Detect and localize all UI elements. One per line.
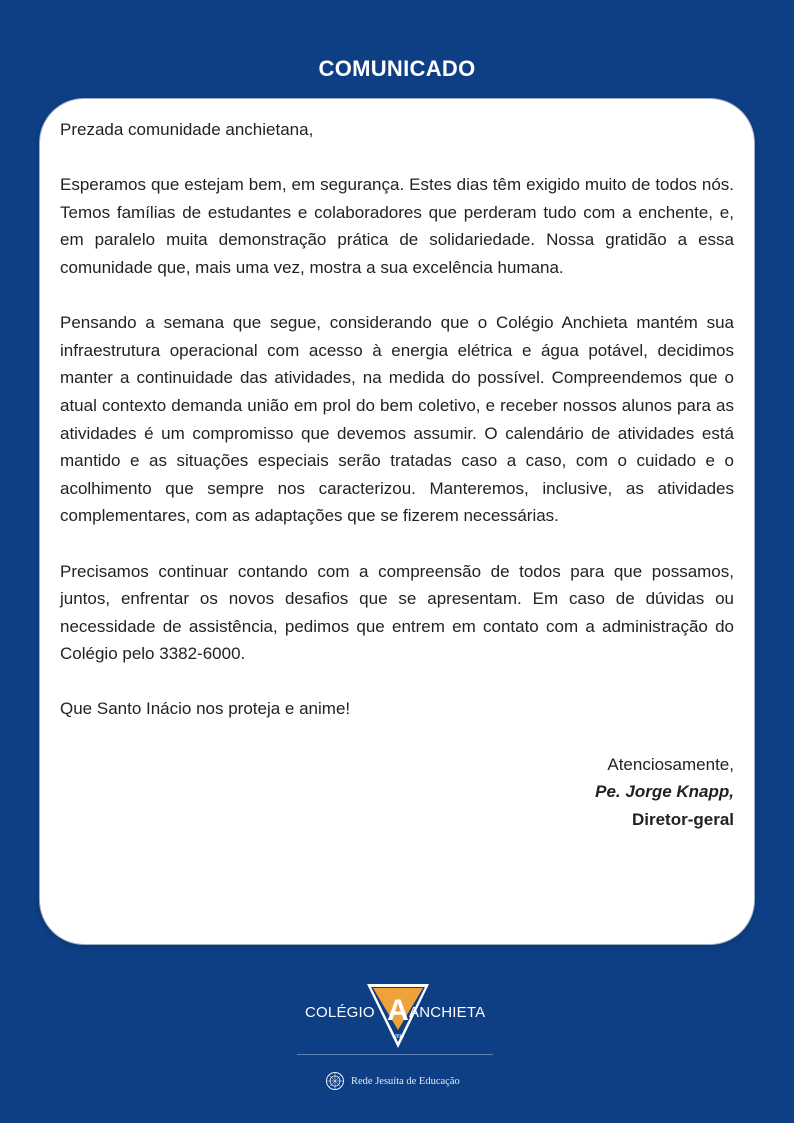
signature-block — [60, 751, 734, 834]
jesuit-seal-icon — [325, 1071, 345, 1091]
logo-text-anchieta: ANCHIETA — [409, 1004, 486, 1021]
network-label: Rede Jesuíta de Educação — [351, 1075, 460, 1087]
logo-letter: A — [387, 994, 409, 1027]
closing: Atenciosamente, — [607, 754, 734, 774]
logo-text-colegio: COLÉGIO — [305, 1004, 375, 1021]
letter-body — [60, 116, 734, 833]
svg-text:1890: 1890 — [392, 1034, 404, 1040]
letter-card — [40, 99, 754, 944]
letter-paragraph-3: Precisamos continuar contando com a compreensão de todos para que possamos, juntos, enfrentar os novos desafios que se apresentam. Em caso de dúvidas ou necessidade de assistência, pedimos que entrem em contato com a administração do Colégio pelo 3382-6000. — [60, 561, 734, 664]
letter-paragraph-2: Pensando a semana que segue, considerando que o Colégio Anchieta mantém sua infraestrutura operacional com acesso à energia elétrica e água potável, decidimos manter a continuidade das atividades, na medida do possível. Compreendemos que o atual contexto demanda união em prol do bem coletivo, e receber nossos alunos para as atividades é um compromisso que devemos assumir. O calendário de atividades está mantido e as situações especiais serão tratadas caso a caso, com o cuidado e o acolhimento que sempre nos caracterizou. Manteremos, inclusive, as atividades complementares, com as adaptações que se fizerem necessárias. — [60, 313, 734, 526]
network-mark — [325, 1070, 460, 1092]
page-title: COMUNICADO — [318, 56, 476, 81]
letter-greeting: Prezada comunidade anchietana, — [60, 120, 314, 139]
signer-name: Pe. Jorge Knapp, — [595, 782, 734, 802]
letter-paragraph-1: Esperamos que estejam bem, em segurança. Estes dias têm exigido muito de todos nós. Temos famílias de estudantes e colaboradores que perderam tudo com a enchente, e, em paralelo muita demonstração prática de solidariedade. Nossa gratidão a essa comunidade que, mais uma vez, mostra a sua excelência humana. — [60, 175, 734, 277]
colegio-anchieta-logo — [297, 982, 497, 1102]
signer-role: Diretor-geral — [631, 809, 734, 829]
letter-paragraph-4: Que Santo Inácio nos proteja e anime! — [60, 699, 351, 719]
logo-divider — [297, 1054, 493, 1055]
